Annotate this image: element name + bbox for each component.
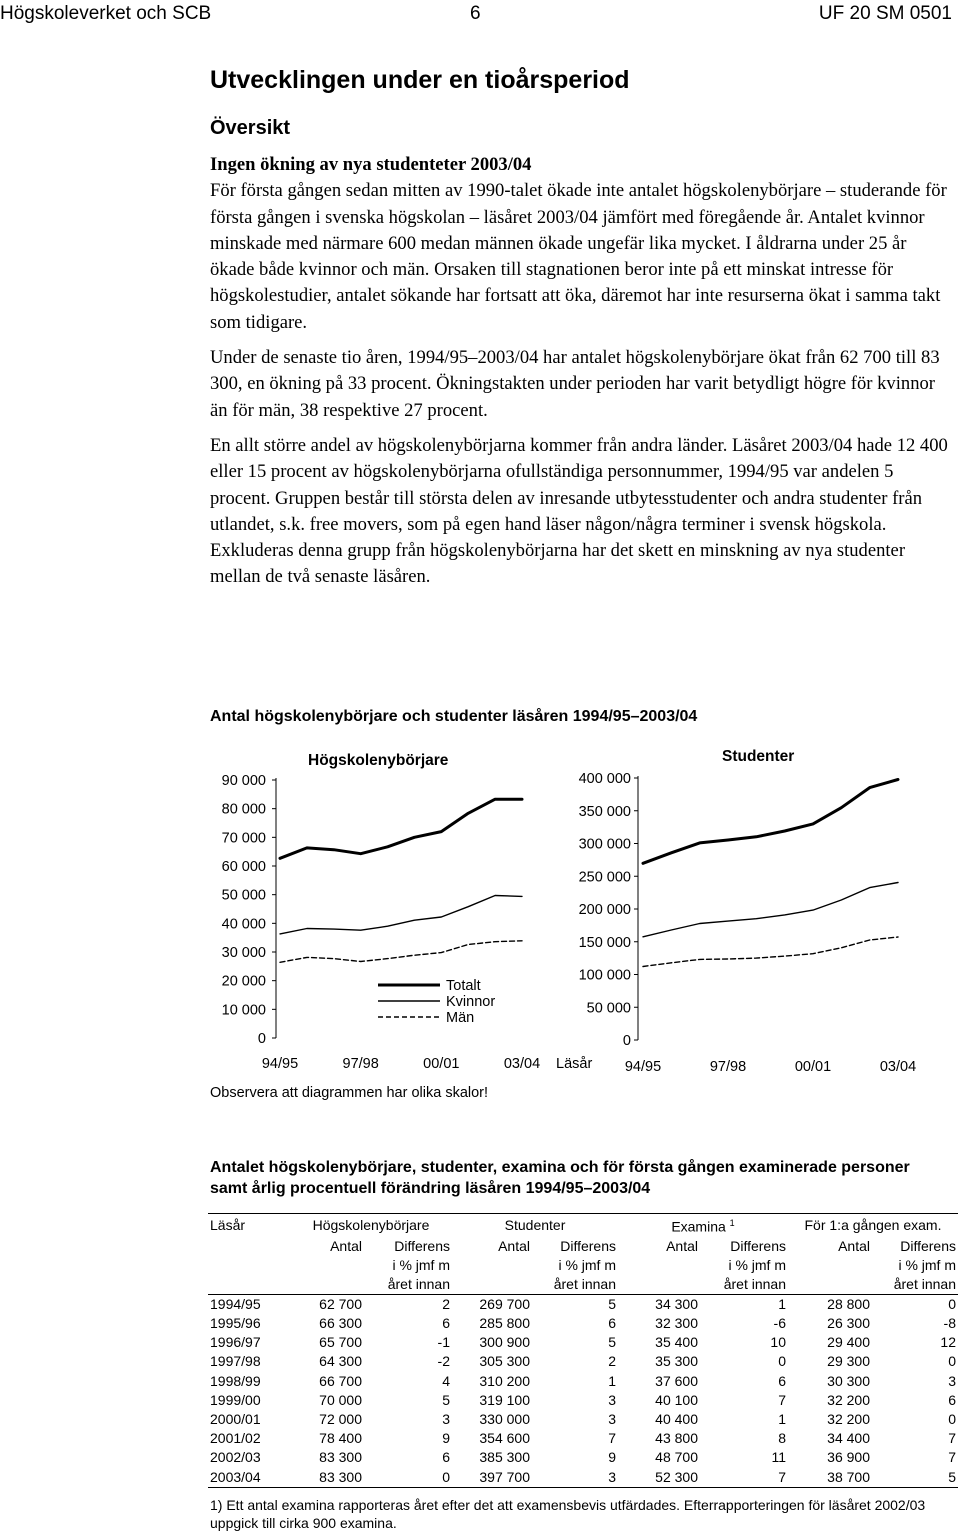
- panel-title: Högskolenybörjare: [308, 752, 449, 769]
- table-cell: 7: [948, 1449, 956, 1466]
- series-line-kvinnor: [643, 883, 898, 937]
- table-row: [208, 1468, 958, 1488]
- table-cell: 4: [442, 1372, 450, 1389]
- table-cell: 34 400: [827, 1430, 870, 1447]
- row-year: 1996/97: [210, 1334, 261, 1351]
- x-tick-label: 94/95: [261, 1056, 299, 1072]
- table-cell: 385 300: [479, 1449, 530, 1466]
- table-cell: 62 700: [319, 1295, 362, 1312]
- col-year: Läsår: [208, 1214, 290, 1237]
- table-cell: 48 700: [655, 1449, 698, 1466]
- table-cell: 6: [442, 1449, 450, 1466]
- row-year: 2002/03: [210, 1449, 261, 1466]
- paragraph-3: En allt större andel av högskolenybörjarna kommer från andra länder. Läsåret 2003/04 hade 12 400 eller 15 procent av högskolenybörjarna ofullständiga personnummer, 1994/95 var andelen 5 procent. Gruppen består till största delen av inresande utbytesstudenter och andra studenter från utlandet, s.k. free movers, som på egen hand läser någon/några terminer i svensk högskola. Exkluderas denna grupp från högskolenybörjarna har det skett en minskning av nya studenter mellan de två senaste läsåren.: [210, 434, 948, 588]
- table-cell: 72 000: [319, 1411, 362, 1428]
- series-line-totalt: [280, 799, 522, 858]
- header-right: UF 20 SM 0501: [818, 3, 952, 24]
- table-cell: 40 100: [655, 1391, 698, 1408]
- table-cell: 65 700: [319, 1334, 362, 1351]
- header-left: Högskoleverket och SCB: [0, 3, 212, 24]
- table-cell: 78 400: [319, 1430, 362, 1447]
- table-cell: 3: [608, 1391, 616, 1408]
- table-cell: 64 300: [319, 1353, 362, 1370]
- line-chart: [0, 735, 960, 1105]
- table-sub-header: [208, 1237, 958, 1294]
- section-heading: Översikt: [210, 117, 291, 139]
- table-cell: 28 800: [827, 1295, 870, 1312]
- table-cell: 3: [948, 1372, 956, 1389]
- table-cell: 5: [442, 1391, 450, 1408]
- table-cell: 1: [778, 1411, 786, 1428]
- table-cell: 6: [948, 1391, 956, 1408]
- paragraph-2: Under de senaste tio åren, 1994/95–2003/04 har antalet högskolenybörjare ökat från 62 700 till 83 300, en ökning på 33 procent. Ökningstakten under perioden har varit betydligt högre för kvinnor än för män, 38 respektive 27 procent.: [210, 347, 940, 421]
- y-tick-label: 40 000: [221, 916, 266, 933]
- table-cell: 35 400: [655, 1334, 698, 1351]
- table-cell: 12: [940, 1334, 956, 1351]
- table-cell: 7: [608, 1430, 616, 1447]
- x-tick-label: 03/04: [879, 1059, 917, 1075]
- table-cell: 32 300: [655, 1315, 698, 1332]
- table-row: [208, 1294, 958, 1314]
- statistics-table: [208, 1213, 958, 1488]
- row-year: 2000/01: [210, 1411, 261, 1428]
- panel-title: Studenter: [722, 748, 795, 765]
- x-tick-label: 97/98: [342, 1056, 379, 1072]
- sub-antal: Antal: [498, 1237, 530, 1254]
- table-cell: 0: [778, 1353, 786, 1370]
- y-tick-label: 100 000: [578, 967, 631, 984]
- series-line-kvinnor: [280, 896, 522, 934]
- table-cell: 83 300: [290, 1468, 364, 1488]
- table-row: [208, 1429, 958, 1448]
- col-group-studenter: Studenter: [452, 1214, 618, 1237]
- table-cell: 0: [948, 1353, 956, 1370]
- row-year: 2003/04: [208, 1468, 290, 1488]
- table-cell: 9: [608, 1449, 616, 1466]
- x-tick-label: 97/98: [709, 1059, 747, 1075]
- y-tick-label: 80 000: [221, 801, 266, 818]
- y-tick-label: 0: [257, 1031, 266, 1047]
- table-cell: 26 300: [827, 1315, 870, 1332]
- x-tick-label: 00/01: [794, 1059, 832, 1075]
- row-year: 1995/96: [210, 1315, 261, 1332]
- row-year: 2001/02: [210, 1430, 261, 1447]
- row-year: 1994/95: [210, 1295, 261, 1312]
- table-cell: 35 300: [655, 1353, 698, 1370]
- sub-antal: Antal: [838, 1237, 870, 1254]
- y-tick-label: 20 000: [221, 973, 266, 990]
- series-line-män: [643, 937, 898, 967]
- table-cell: -6: [773, 1315, 786, 1332]
- y-tick-label: 150 000: [578, 934, 631, 951]
- table-row: [208, 1314, 958, 1333]
- series-line-totalt: [643, 780, 898, 864]
- y-tick-label: 350 000: [578, 803, 631, 820]
- table-row: [208, 1352, 958, 1371]
- table-cell: 330 000: [479, 1411, 530, 1428]
- table-row: [208, 1448, 958, 1467]
- y-tick-label: 10 000: [221, 1002, 266, 1019]
- table-cell: 5: [608, 1334, 616, 1351]
- y-tick-label: 30 000: [221, 945, 266, 961]
- legend-label: Män: [446, 1010, 475, 1026]
- table-cell: 319 100: [479, 1391, 530, 1408]
- table-cell: 0: [948, 1411, 956, 1428]
- table-cell: -2: [437, 1353, 450, 1370]
- table-cell: 397 700: [452, 1468, 532, 1488]
- table-cell: 30 300: [827, 1372, 870, 1389]
- x-tick-label: 00/01: [423, 1056, 460, 1072]
- table-cell: 66 700: [319, 1372, 362, 1389]
- x-tick-label: 94/95: [624, 1059, 662, 1075]
- y-tick-label: 60 000: [221, 859, 266, 875]
- table-cell: 354 600: [479, 1430, 530, 1447]
- row-year: 1998/99: [210, 1372, 261, 1389]
- y-tick-label: 300 000: [578, 836, 631, 853]
- page-title: Utvecklingen under en tioårsperiod: [210, 66, 630, 94]
- x-axis-label: Läsår: [556, 1056, 593, 1072]
- table-cell: 3: [442, 1411, 450, 1428]
- lead-heading: Ingen ökning av nya studenteter 2003/04: [210, 154, 532, 175]
- table-cell: -8: [943, 1315, 956, 1332]
- table-cell: -1: [437, 1334, 450, 1351]
- y-tick-label: 90 000: [221, 773, 266, 789]
- table-cell: 10: [770, 1334, 786, 1351]
- row-year: 1997/98: [210, 1353, 261, 1370]
- table-cell: 9: [442, 1430, 450, 1447]
- y-tick-label: 70 000: [221, 830, 266, 847]
- table-row: [208, 1410, 958, 1429]
- chart-note: Observera att diagrammen har olika skalor!: [210, 1085, 489, 1101]
- table-cell: 305 300: [479, 1353, 530, 1370]
- sub-antal: Antal: [330, 1237, 362, 1254]
- paragraph-1: För första gången sedan mitten av 1990-talet ökade inte antalet högskolenybörjare – studerande för första gången i svenska högskolan – läsåret 2003/04 jämfört med föregående år. Antalet kvinnor minskade med närmare 600 medan männen ökade ungefär lika mycket. I åldrarna under 25 år ökade både kvinnor och män. Orsaken till stagnationen beror inte på ett minskat intresse för högskolestudier, antalet sökande har fortsatt att öka, däremot har inte resurserna ökat i samma takt som tidigare.: [210, 180, 947, 333]
- table-cell: 32 200: [827, 1411, 870, 1428]
- col-group-examina: [618, 1214, 788, 1237]
- y-tick-label: 200 000: [578, 902, 631, 918]
- table-cell: 0: [948, 1295, 956, 1312]
- col-group-examina-label: Examina: [671, 1218, 726, 1235]
- y-tick-label: 50 000: [586, 1000, 631, 1017]
- series-line-män: [280, 941, 522, 963]
- sub-diff: Differens i % jmf m året innan: [553, 1237, 616, 1292]
- table-cell: 300 900: [479, 1334, 530, 1351]
- table-cell: 52 300: [618, 1468, 700, 1488]
- page-number: 6: [470, 3, 481, 24]
- table-cell: 37 600: [655, 1372, 698, 1389]
- table-row: [208, 1333, 958, 1352]
- table-cell: 1: [778, 1295, 786, 1312]
- table-cell: 310 200: [479, 1372, 530, 1389]
- table-cell: 269 700: [479, 1295, 530, 1312]
- table-cell: 29 300: [827, 1353, 870, 1370]
- sub-antal: Antal: [666, 1237, 698, 1254]
- table-cell: 29 400: [827, 1334, 870, 1351]
- col-group-nybörjare: Högskolenybörjare: [290, 1214, 452, 1237]
- table-row: [208, 1391, 958, 1410]
- table-cell: 7: [700, 1468, 788, 1488]
- sub-diff: Differens i % jmf m året innan: [723, 1237, 786, 1292]
- table-cell: 32 200: [827, 1391, 870, 1408]
- sub-diff: Differens i % jmf m året innan: [387, 1237, 450, 1292]
- table-cell: 2: [608, 1353, 616, 1370]
- table-footnote: 1) Ett antal examina rapporteras året efter det att examensbevis utfärdades. Efterrapporteringen för läsåret 2002/03 uppgick till cirka 900 examina.: [210, 1497, 926, 1531]
- table-title: Antalet högskolenybörjare, studenter, examina och för första gången examinerade personer samt årlig procentuell förändring läsåren 1994/95–2003/04: [210, 1159, 910, 1197]
- table-cell: 6: [778, 1372, 786, 1389]
- col-group-forsta-exam: För 1:a gången exam.: [788, 1214, 958, 1237]
- table-cell: 1: [608, 1372, 616, 1389]
- legend-label: Kvinnor: [446, 994, 496, 1010]
- table-cell: 6: [442, 1315, 450, 1332]
- footnote-marker: 1: [729, 1218, 735, 1228]
- table-cell: 7: [948, 1430, 956, 1447]
- table-cell: 34 300: [655, 1295, 698, 1312]
- table-cell: 8: [778, 1430, 786, 1447]
- table-cell: 2: [442, 1295, 450, 1312]
- table-cell: 7: [778, 1391, 786, 1408]
- table-cell: 3: [608, 1411, 616, 1428]
- body-text: [210, 152, 950, 600]
- table-row: [208, 1372, 958, 1391]
- x-tick-label: 03/04: [503, 1056, 541, 1072]
- table-group-header: [208, 1214, 958, 1237]
- page-header: [0, 0, 960, 30]
- y-tick-label: 50 000: [221, 887, 266, 904]
- row-year: 1999/00: [210, 1391, 261, 1408]
- y-tick-label: 400 000: [578, 771, 631, 787]
- table-cell: 43 800: [655, 1430, 698, 1447]
- table-cell: 6: [608, 1315, 616, 1332]
- table-cell: 36 900: [827, 1449, 870, 1466]
- table-cell: 66 300: [319, 1315, 362, 1332]
- sub-diff: Differens i % jmf m året innan: [893, 1237, 956, 1292]
- table-cell: 83 300: [319, 1449, 362, 1466]
- table-cell: 0: [364, 1468, 452, 1488]
- table-cell: 40 400: [655, 1411, 698, 1428]
- table-cell: 5: [608, 1295, 616, 1312]
- chart-title: Antal högskolenybörjare och studenter läsåren 1994/95–2003/04: [210, 708, 698, 725]
- y-tick-label: 0: [622, 1033, 631, 1049]
- table-cell: 285 800: [479, 1315, 530, 1332]
- table-cell: 3: [532, 1468, 618, 1488]
- table-cell: 38 700: [788, 1468, 872, 1488]
- table-cell: 11: [771, 1449, 786, 1466]
- y-tick-label: 250 000: [578, 869, 631, 886]
- table-cell: 5: [872, 1468, 958, 1488]
- table-cell: 70 000: [319, 1391, 362, 1408]
- legend-label: Totalt: [446, 978, 481, 994]
